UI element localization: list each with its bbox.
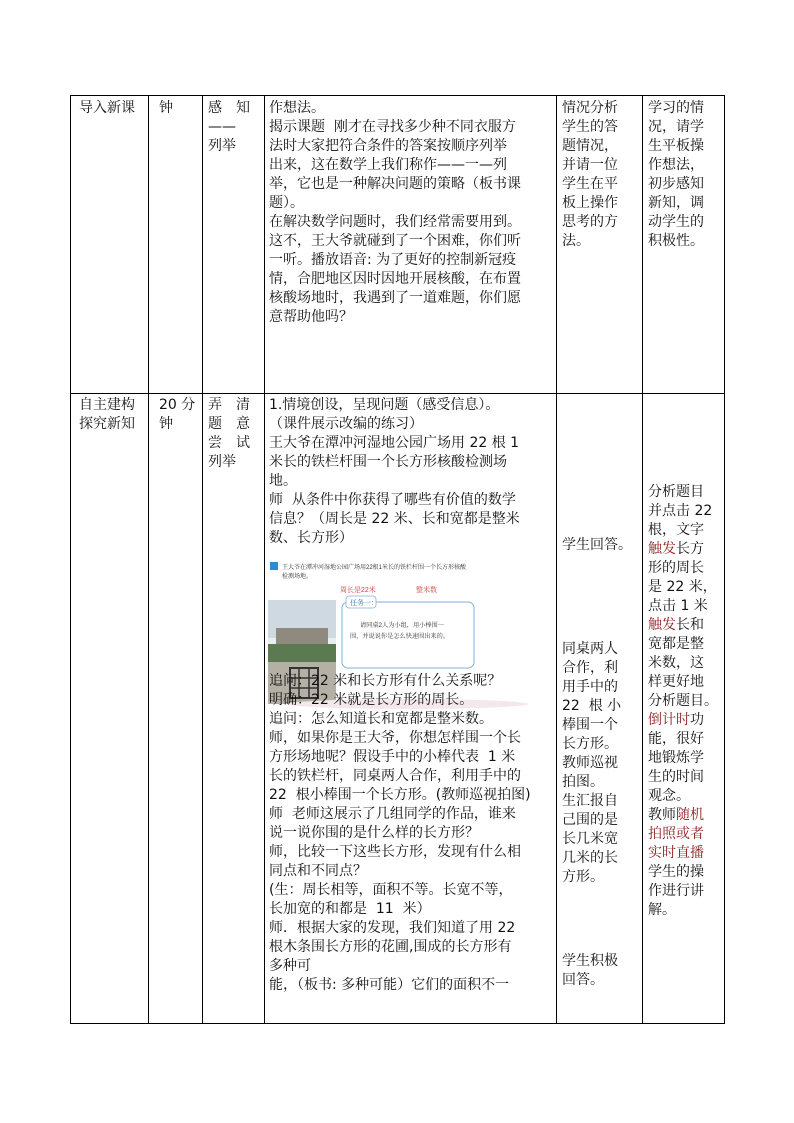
col-divider — [148, 96, 149, 1023]
time-cell — [159, 99, 173, 118]
col-divider — [202, 96, 203, 1023]
student-answer-cell: 学生回答。 — [562, 537, 632, 553]
stage-cell: 自主建构 探究新知 — [79, 397, 135, 432]
task-box — [342, 596, 474, 668]
student-activity-cell: 情况分析 学生的答 题情况， 并请一位 学生在平 板上操作 思考的方 法。 — [562, 100, 618, 249]
col-divider — [264, 96, 265, 1023]
design-intent-cell: 学习的情 况，请学 生平板操 作想法， 初步感知 新知，调 动学生的 积极性。 — [648, 100, 704, 249]
design-intent-cell: 分析题目 并点击 22 根，文字 触发长方 形的周长 是 22 米， 点击 1 米 触发长和 宽都是整 米数，这 样更好地 分析题目。 倒计时功 能，很好 地锻炼学 生的时间 观念。 教师随机 拍照或者 实时直播 学生的操 作进行讲 解。 — [648, 484, 718, 918]
activity-cell: 感 知 —— 列举 — [208, 100, 250, 154]
slide-problem-text-2: 检测场地。 — [282, 574, 313, 580]
teacher-activity-cell: 作想法。 揭示课题 刚才在寻找多少种不同衣服方 法时大家把符合条件的答案按顺序列举 出来，这在数学上我们称作——一—列 举，它也是一种解决问题的策略（板书课 题）。 在解决数学问题时，我们经常需要用到。 这不，王大爷就碰到了一个困难，你们听 一听。播放语音: 为了更好的控制新冠疫 情，合肥地区因时因地开展核酸，在布置 核酸场地时，我遇到了一道难题，你们愿 意帮助他吗？ — [269, 100, 521, 325]
lesson-plan-table — [70, 95, 725, 1024]
stage-label: 导入新课 — [79, 100, 135, 116]
slide-tag-integer: 整米数 — [416, 587, 437, 594]
teacher-activity-cell: 1.情境创设，呈现问题（感受信息）。 （课件展示改编的练习） 王大爷在潭冲河湿地公园广场用 22 根 1 米长的铁栏杆围一个长方形核酸检测场 地。 师 从条件中你获得了哪些有价值的数学 信息？（周长是 22 米、长和宽都是整米 数、长方形） — [269, 397, 520, 546]
row-divider — [71, 393, 724, 394]
slide-marker-icon — [270, 562, 278, 570]
student-activity-cell: 同桌两人 合作，利 用手中的 22 根 小 棒围一个 长方形。 教师巡视 拍图。 生汇报自 己围的是 长几米宽 几米的长 方形。 — [562, 641, 622, 885]
task-text-2: 围，并说说你是怎么快速围出来的。 — [350, 633, 449, 640]
teacher-activity-cell-continued: 追问：22 米和长方形有什么关系呢？ 明确：22 米就是长方形的周长。 追问：怎么知道长和宽都是整米数。 师，如果你是王大爷，你想怎样围一个长 方形场地呢？假设手中的小棒代表 1 米 长的铁栏杆，同桌两人合作，利用手中的 22 根小棒围一个长方形。(教师巡视拍图) 师 老师这展示了几组同学的作品，谁来 说一说你围的是什么样的长方形？ 师，比较一下这些长方形，发现有什么相 同点和不同点？ (生：周长相等，面积不等。长宽不等， 长加宽的和都是 11 米） 师．根据大家的发现，我们知道了用 22 根木条围长方形的花圃,围成的长方形有 多种可 能，（板书: 多种可能）它们的面积不一 — [269, 673, 531, 993]
slide-tag-perimeter: 周长是22米 — [340, 587, 376, 594]
student-answer-cell-2: 学生积极 回答。 — [562, 953, 618, 988]
time-label: 钟 — [159, 100, 173, 116]
task-text: 请同桌2人为小组，用小棒围一 — [360, 622, 444, 629]
task-title: 任务一： — [350, 600, 378, 607]
col-divider — [642, 96, 643, 1023]
col-divider — [556, 96, 557, 1023]
slide-problem-text: 王大爷在潭冲河湿地公园广场用22根1米长的铁栏杆围一个长方形核酸 — [282, 565, 467, 571]
stage-cell — [79, 99, 135, 118]
time-cell: 20 分 钟 — [159, 397, 196, 432]
activity-cell: 弄 清 题 意 尝 试 列举 — [208, 397, 250, 470]
